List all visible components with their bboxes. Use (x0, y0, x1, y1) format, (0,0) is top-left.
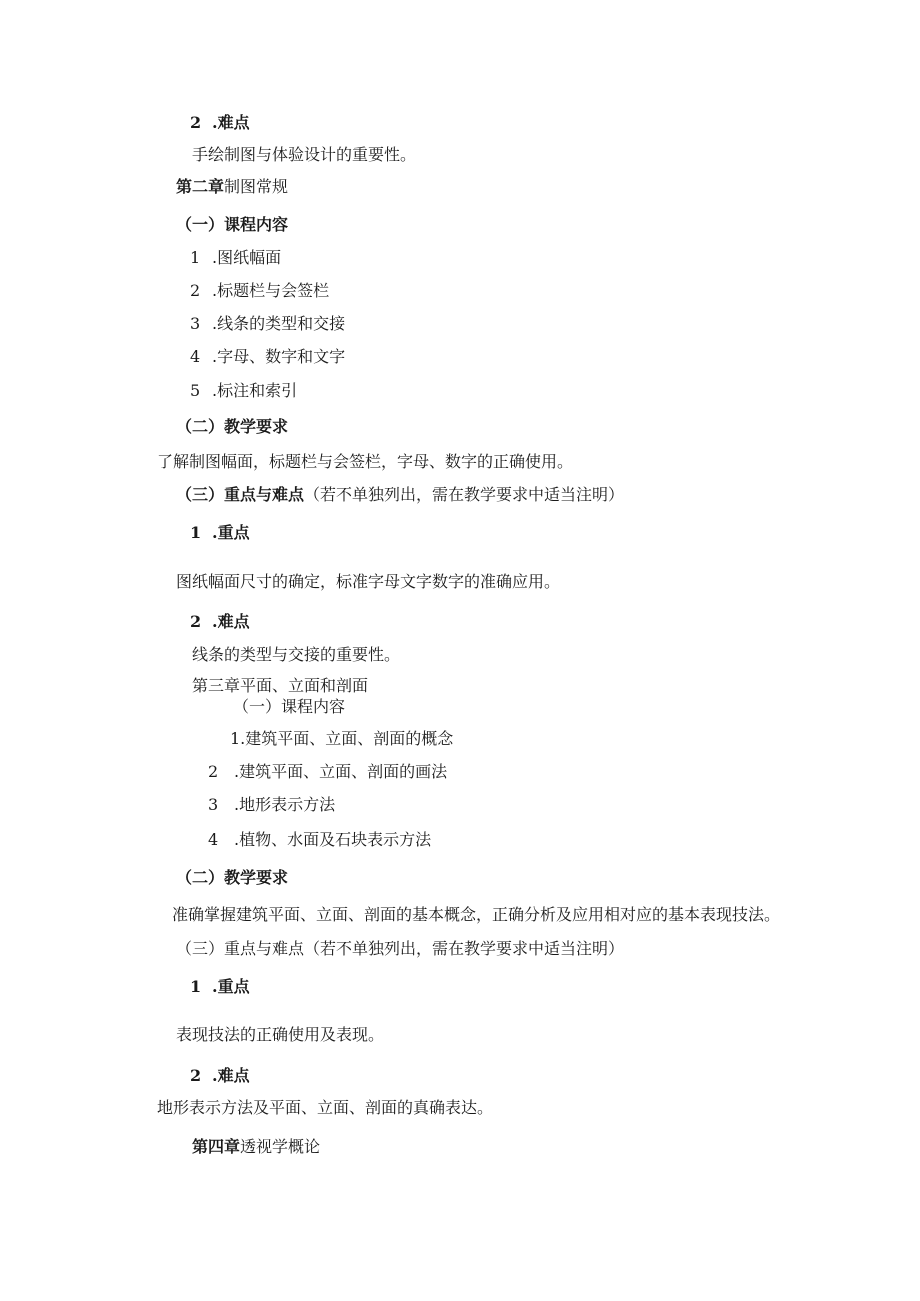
ch3-list-item: 4 .植物、水面及石块表示方法 (208, 830, 432, 849)
ch3-list-item: 2 .建筑平面、立面、剖面的画法 (208, 762, 448, 781)
ch3-key-point-text: 表现技法的正确使用及表现。 (176, 1025, 385, 1044)
ch2-list-item: 4 .字母、数字和文字 (190, 347, 346, 366)
chapter-2-title: 第二章制图常规 (176, 177, 289, 196)
ch3-requirements-heading: （二）教学要求 (176, 868, 289, 887)
ch2-requirements-text: 了解制图幅面，标题栏与会签栏，字母、数字的正确使用。 (157, 452, 574, 471)
ch2-key-point-text: 图纸幅面尺寸的确定，标准字母文字数字的准确应用。 (176, 572, 561, 591)
ch2-key-point-heading: 1 .重点 (190, 523, 250, 542)
ch2-list-item: 5 .标注和索引 (190, 381, 298, 400)
ch2-course-content-heading: （一）课程内容 (176, 215, 289, 234)
ch2-difficulty-heading: 2 .难点 (190, 612, 250, 631)
ch2-difficulty-text: 线条的类型与交接的重要性。 (192, 645, 401, 664)
ch3-list-item: 1.建筑平面、立面、剖面的概念 (230, 729, 454, 748)
ch2-key-points-heading: （三）重点与难点（若不单独列出，需在教学要求中适当注明） (176, 485, 625, 504)
ch3-difficulty-heading: 2 .难点 (190, 1066, 250, 1085)
ch1-difficulty-heading: 2 .难点 (190, 113, 250, 132)
ch3-difficulty-text: 地形表示方法及平面、立面、剖面的真确表达。 (157, 1098, 494, 1117)
ch3-requirements-text: 准确掌握建筑平面、立面、剖面的基本概念，正确分析及应用相对应的基本表现技法。 (172, 905, 781, 924)
ch3-key-points-heading: （三）重点与难点（若不单独列出，需在教学要求中适当注明） (176, 939, 625, 958)
ch2-requirements-heading: （二）教学要求 (176, 417, 289, 436)
chapter-4-title: 第四章透视学概论 (192, 1137, 321, 1156)
ch2-list-item: 3 .线条的类型和交接 (190, 314, 346, 333)
ch3-key-point-heading: 1 .重点 (190, 977, 250, 996)
ch1-difficulty-text: 手绘制图与体验设计的重要性。 (192, 145, 417, 164)
ch2-list-item: 2 .标题栏与会签栏 (190, 281, 330, 300)
chapter-3-title: 第三章平面、立面和剖面 (192, 676, 369, 695)
ch2-list-item: 1 .图纸幅面 (190, 248, 282, 267)
ch3-course-content-heading: （一）课程内容 (233, 697, 346, 716)
ch3-list-item: 3 .地形表示方法 (208, 795, 336, 814)
